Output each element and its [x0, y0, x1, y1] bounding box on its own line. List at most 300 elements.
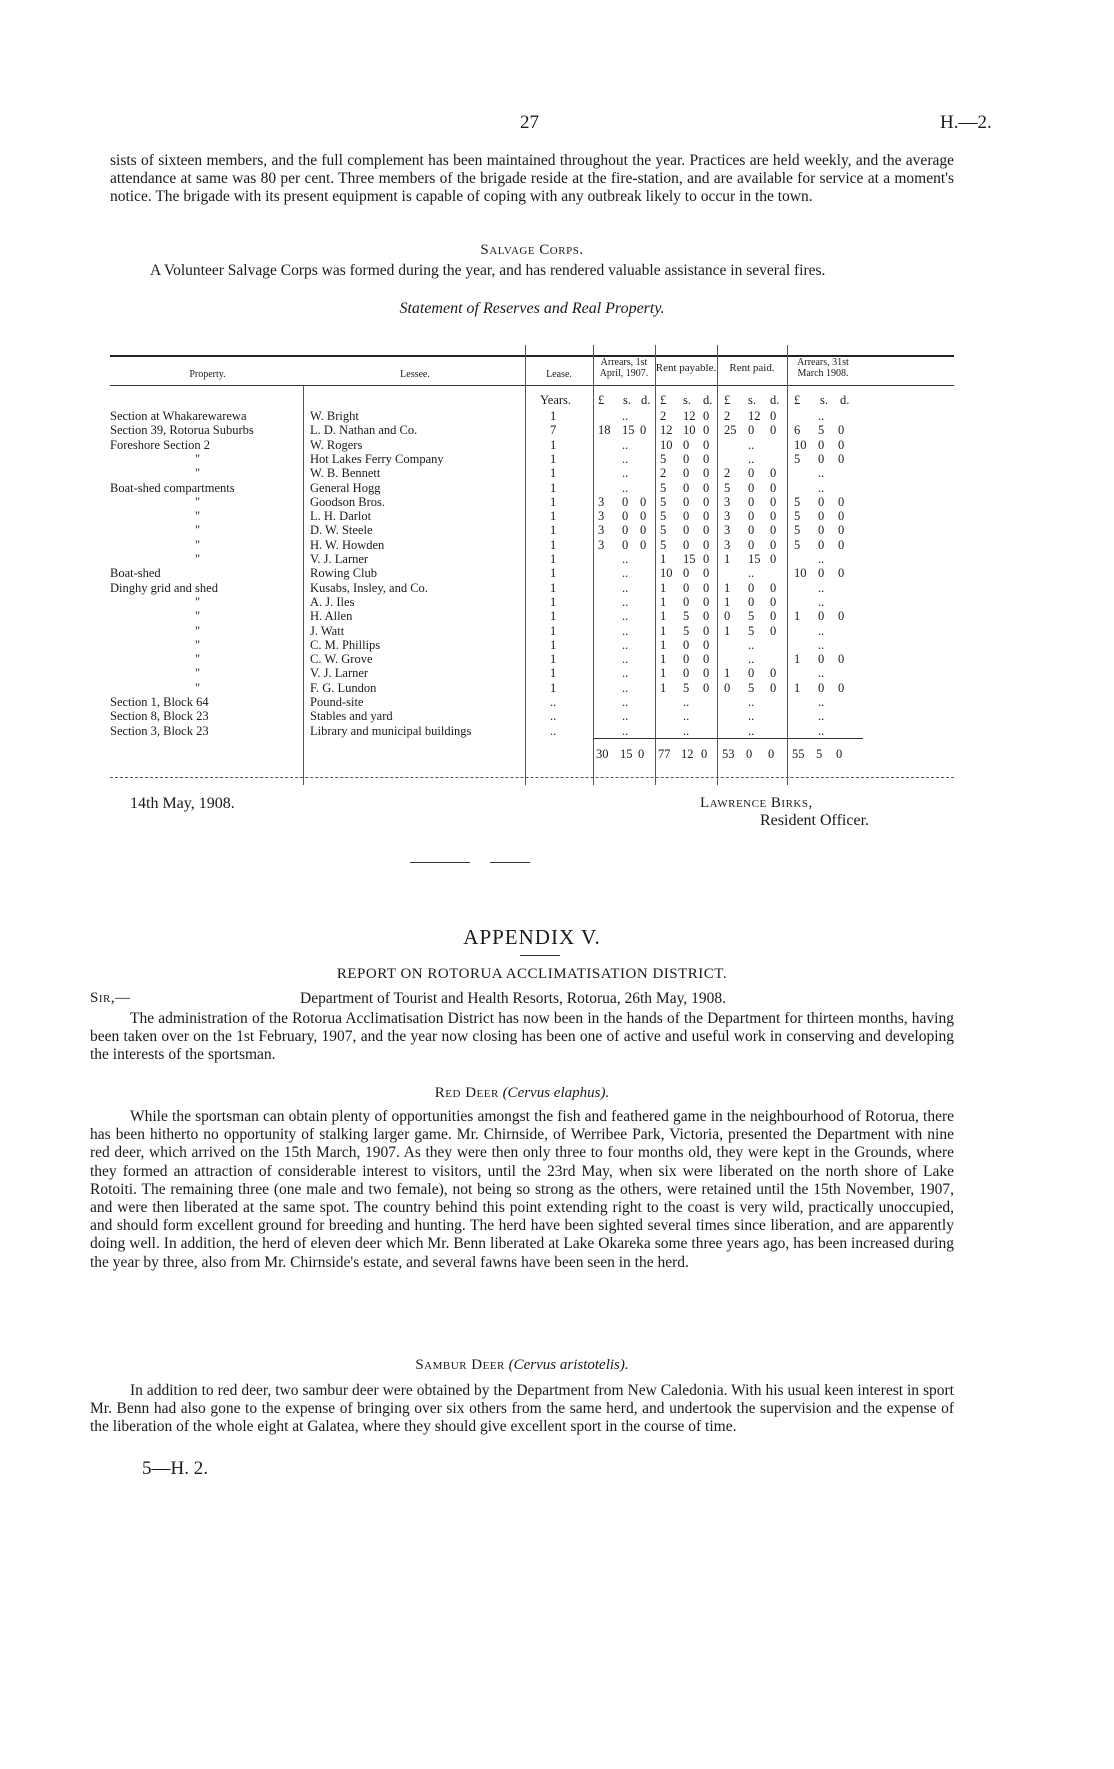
- lease-cell: 1: [550, 523, 557, 538]
- arr1-cell: 0: [622, 494, 629, 509]
- header-lease: Lease.: [546, 369, 572, 380]
- arr2-cell: 0: [818, 609, 825, 624]
- paid-cell: 25: [724, 423, 737, 438]
- arr2-cell: 0: [838, 566, 845, 581]
- unit-shilling: s.: [820, 393, 828, 407]
- lease-cell: 1: [550, 637, 557, 652]
- paid-cell: 0: [770, 537, 777, 552]
- lease-cell: 1: [550, 580, 557, 595]
- paid-cell: 0: [748, 523, 755, 538]
- unit-pound: £: [660, 393, 667, 407]
- separator-rule: [410, 862, 470, 863]
- arr2-cell: 0: [838, 509, 845, 524]
- signoff-title: Resident Officer.: [760, 812, 870, 829]
- totals-row: [110, 747, 954, 763]
- lessee-cell: D. W. Steele: [310, 523, 373, 538]
- lessee-cell: W. B. Bennett: [310, 466, 381, 481]
- arr1-cell: 0: [640, 537, 647, 552]
- pay-cell: 0: [703, 666, 710, 681]
- pay-cell: 0: [703, 552, 710, 566]
- pay-cell: 5: [683, 623, 690, 638]
- pay-cell: 10: [660, 566, 673, 581]
- lease-cell: 1: [550, 680, 557, 695]
- lessee-cell: Pound-site: [310, 695, 364, 709]
- lessee-cell: C. M. Phillips: [310, 637, 381, 652]
- intro-text: sists of sixteen members, and the full complement has been maintained throughout the year. Practices are held weekly, and the average attendance at same was 80 per cent. Three members of the brigade reside at the fire-station, and are available for service at a moment's notice. The brigade with its present equipment is capable of coping with any outbreak likely to occur in the town.: [110, 152, 954, 206]
- property-cell: Section 8, Block 23: [110, 709, 209, 724]
- pay-cell: 1: [660, 637, 667, 652]
- unit-pence: d.: [703, 393, 713, 407]
- lessee-cell: V. J. Larner: [310, 552, 369, 566]
- property-cell: ": [195, 623, 201, 638]
- paid-cell: 3: [724, 523, 731, 538]
- lessee-cell: General Hogg: [310, 480, 381, 495]
- salvage-heading: Salvage Corps.: [480, 242, 584, 258]
- unit-pence: d.: [770, 393, 780, 407]
- total-arr2-cell: 5: [816, 747, 823, 761]
- document-reference: H.—2.: [940, 112, 992, 133]
- header-arrears-1: Arrears, 1st April, 1907.: [599, 357, 649, 379]
- property-cell: ": [195, 680, 201, 695]
- arr2-cell: ..: [818, 409, 825, 423]
- paid-cell: 1: [724, 594, 731, 609]
- paid-cell: ..: [748, 723, 755, 738]
- arr2-cell: ..: [818, 594, 825, 609]
- lease-cell: 1: [550, 437, 557, 452]
- arr2-cell: 0: [838, 652, 845, 667]
- pay-cell: 1: [660, 552, 667, 566]
- lessee-cell: L. D. Nathan and Co.: [310, 423, 418, 438]
- header-property: Property.: [189, 369, 226, 380]
- property-cell: ": [195, 537, 201, 552]
- property-cell: ": [195, 666, 201, 681]
- table-header-rule: [110, 385, 954, 386]
- lease-cell: ..: [550, 723, 557, 738]
- paid-cell: ..: [748, 437, 755, 452]
- pay-cell: 2: [660, 466, 667, 481]
- lease-cell: 1: [550, 623, 557, 638]
- arr1-cell: ..: [622, 652, 629, 667]
- pay-cell: 5: [660, 480, 667, 495]
- arr2-cell: 0: [838, 537, 845, 552]
- property-cell: ": [195, 509, 201, 524]
- arr1-cell: ..: [622, 709, 629, 724]
- total-arr2-cell: 0: [836, 747, 843, 761]
- unit-pound: £: [724, 393, 731, 407]
- pay-cell: 0: [703, 494, 710, 509]
- appendix-rule: [520, 955, 560, 956]
- pay-cell: 0: [703, 609, 710, 624]
- paid-cell: 0: [724, 680, 731, 695]
- paid-cell: 0: [748, 509, 755, 524]
- unit-shilling: s.: [748, 393, 756, 407]
- pay-cell: 5: [660, 523, 667, 538]
- pay-cell: 1: [660, 580, 667, 595]
- pay-cell: 0: [683, 580, 690, 595]
- pay-cell: 1: [660, 594, 667, 609]
- unit-shilling: s.: [683, 393, 691, 407]
- arr2-cell: 0: [818, 509, 825, 524]
- paid-cell: 0: [770, 494, 777, 509]
- sambur-heading: [90, 1357, 954, 1374]
- totals-rule: [593, 738, 863, 739]
- arr2-cell: 6: [794, 423, 801, 438]
- arr2-cell: 0: [818, 451, 825, 466]
- pay-cell: 5: [683, 609, 690, 624]
- arr2-cell: 0: [818, 437, 825, 452]
- lease-cell: 1: [550, 594, 557, 609]
- property-cell: Section 39, Rotorua Suburbs: [110, 423, 254, 438]
- paid-cell: ..: [748, 566, 755, 581]
- pay-cell: 5: [660, 537, 667, 552]
- arr2-cell: 5: [794, 509, 801, 524]
- salvage-text: A Volunteer Salvage Corps was formed during the year, and has rendered valuable assistance in several fires.: [150, 262, 826, 279]
- lessee-cell: Goodson Bros.: [310, 494, 386, 509]
- total-paid-cell: 0: [768, 747, 775, 761]
- red-deer-heading: [90, 1085, 954, 1102]
- unit-shilling: s.: [623, 393, 631, 407]
- pay-cell: 12: [660, 423, 673, 438]
- lease-cell: 1: [550, 666, 557, 681]
- sambur-heading-latin: (Cervus aristotelis).: [508, 1357, 629, 1373]
- pay-cell: 0: [703, 480, 710, 495]
- paid-cell: 0: [724, 609, 731, 624]
- pay-cell: 15: [683, 552, 696, 566]
- paid-cell: 1: [724, 552, 731, 566]
- arr1-cell: ..: [622, 623, 629, 638]
- paid-cell: 0: [748, 466, 755, 481]
- property-cell: ": [195, 637, 201, 652]
- pay-cell: 0: [683, 537, 690, 552]
- total-pay-cell: 77: [658, 747, 671, 761]
- arr2-cell: ..: [818, 695, 825, 709]
- pay-cell: 0: [703, 580, 710, 595]
- arr2-cell: 0: [818, 494, 825, 509]
- arr2-cell: ..: [818, 552, 825, 566]
- pay-cell: 0: [683, 480, 690, 495]
- pay-cell: 0: [703, 652, 710, 667]
- arr1-cell: ..: [622, 451, 629, 466]
- lessee-cell: Hot Lakes Ferry Company: [310, 451, 444, 466]
- pay-cell: 0: [683, 509, 690, 524]
- pay-cell: 0: [703, 409, 710, 423]
- property-cell: ": [195, 466, 201, 481]
- arr2-cell: 5: [794, 494, 801, 509]
- paid-cell: ..: [748, 652, 755, 667]
- paid-cell: 0: [748, 537, 755, 552]
- property-cell: ": [195, 451, 201, 466]
- arr1-cell: ..: [622, 609, 629, 624]
- arr2-cell: 0: [838, 437, 845, 452]
- arr2-cell: ..: [818, 480, 825, 495]
- total-arr1-cell: 0: [638, 747, 645, 761]
- paid-cell: 0: [748, 580, 755, 595]
- lease-cell: ..: [550, 695, 557, 709]
- arr2-cell: 0: [838, 423, 845, 438]
- property-cell: Section 1, Block 64: [110, 695, 209, 709]
- property-cell: Section at Whakarewarewa: [110, 409, 247, 423]
- arr2-cell: 1: [794, 680, 801, 695]
- pay-cell: 0: [683, 594, 690, 609]
- pay-cell: 0: [683, 466, 690, 481]
- pay-cell: 5: [660, 494, 667, 509]
- pay-cell: 10: [683, 423, 696, 438]
- signoff-date: 14th May, 1908.: [130, 795, 235, 812]
- arr1-cell: ..: [622, 480, 629, 495]
- pay-cell: 0: [703, 466, 710, 481]
- property-cell: Section 3, Block 23: [110, 723, 209, 738]
- lease-cell: 1: [550, 566, 557, 581]
- pay-cell: 1: [660, 666, 667, 681]
- arr1-cell: 3: [598, 523, 605, 538]
- paid-cell: 0: [748, 480, 755, 495]
- paid-cell: 0: [770, 523, 777, 538]
- lessee-cell: W. Bright: [310, 409, 359, 423]
- arr2-cell: 1: [794, 652, 801, 667]
- lease-cell: 1: [550, 609, 557, 624]
- arr2-cell: ..: [818, 666, 825, 681]
- red-deer-heading-latin: (Cervus elaphus).: [502, 1085, 610, 1101]
- paid-cell: 0: [748, 594, 755, 609]
- table-title: Statement of Reserves and Real Property.: [399, 300, 665, 317]
- paid-cell: 5: [748, 609, 755, 624]
- pay-cell: 0: [683, 666, 690, 681]
- paid-cell: 1: [724, 580, 731, 595]
- signature-mark: 5—H. 2.: [142, 1458, 208, 1479]
- header-rent-payable: Rent payable.: [655, 362, 717, 374]
- pay-cell: 0: [683, 637, 690, 652]
- total-paid-cell: 0: [746, 747, 753, 761]
- property-cell: ": [195, 594, 201, 609]
- arr2-cell: 0: [818, 537, 825, 552]
- paid-cell: 5: [748, 623, 755, 638]
- paid-cell: 0: [770, 580, 777, 595]
- paid-cell: 0: [770, 466, 777, 481]
- pay-cell: 0: [683, 451, 690, 466]
- arr2-cell: 0: [818, 680, 825, 695]
- lessee-cell: W. Rogers: [310, 437, 363, 452]
- paid-cell: 0: [770, 409, 777, 423]
- pay-cell: 0: [703, 423, 710, 438]
- lessee-cell: C. W. Grove: [310, 652, 373, 667]
- pay-cell: 1: [660, 680, 667, 695]
- paid-cell: 0: [748, 494, 755, 509]
- arr2-cell: 5: [818, 423, 825, 438]
- arr1-cell: 0: [622, 509, 629, 524]
- pay-cell: 0: [683, 523, 690, 538]
- red-deer-paragraph: [90, 1108, 954, 1272]
- sambur-heading-name: Sambur Deer: [415, 1357, 505, 1373]
- arr2-cell: 0: [838, 609, 845, 624]
- pay-cell: 1: [660, 652, 667, 667]
- arr2-cell: 10: [794, 437, 807, 452]
- paid-cell: 0: [770, 480, 777, 495]
- header-arrears-2: Arrears, 31st March 1908.: [797, 357, 849, 379]
- salvage-paragraph: [110, 262, 954, 280]
- arr2-cell: 0: [818, 566, 825, 581]
- lessee-cell: Kusabs, Insley, and Co.: [310, 580, 428, 595]
- paid-cell: 12: [748, 409, 761, 423]
- lease-cell: 1: [550, 409, 557, 423]
- paid-cell: 0: [770, 680, 777, 695]
- arr2-cell: 5: [794, 451, 801, 466]
- arr2-cell: 0: [838, 523, 845, 538]
- pay-cell: 0: [703, 623, 710, 638]
- appendix-intro-text: The administration of the Rotorua Acclimatisation District has now been in the hands of the Department for thirteen months, having been taken over on the 1st February, 1907, and the year now closing has been one of active and useful work in conserving and developing the interests of the sportsman.: [90, 1010, 954, 1064]
- lease-cell: 1: [550, 509, 557, 524]
- paid-cell: 5: [748, 680, 755, 695]
- pay-cell: ..: [683, 709, 690, 724]
- property-cell: ": [195, 652, 201, 667]
- paid-cell: 0: [770, 552, 777, 566]
- pay-cell: 0: [683, 494, 690, 509]
- arr1-cell: 0: [640, 523, 647, 538]
- pay-cell: 12: [683, 409, 696, 423]
- paid-cell: 5: [724, 480, 731, 495]
- unit-pound: £: [794, 393, 801, 407]
- arr2-cell: 5: [794, 537, 801, 552]
- total-arr2-cell: 55: [792, 747, 805, 761]
- pay-cell: 5: [660, 509, 667, 524]
- pay-cell: 0: [703, 523, 710, 538]
- pay-cell: 10: [660, 437, 673, 452]
- paid-cell: ..: [748, 451, 755, 466]
- paid-cell: 0: [770, 594, 777, 609]
- property-cell: Dinghy grid and shed: [110, 580, 218, 595]
- arr2-cell: 10: [794, 566, 807, 581]
- lessee-cell: J. Watt: [310, 623, 345, 638]
- arr1-cell: 0: [622, 537, 629, 552]
- arr1-cell: 0: [640, 494, 647, 509]
- unit-pound: £: [598, 393, 605, 407]
- pay-cell: 0: [703, 437, 710, 452]
- arr1-cell: 0: [622, 523, 629, 538]
- pay-cell: ..: [683, 723, 690, 738]
- arr1-cell: ..: [622, 566, 629, 581]
- property-cell: ": [195, 494, 201, 509]
- appendix-title: APPENDIX V.: [463, 925, 601, 949]
- separator-rule: [490, 862, 530, 863]
- lease-cell: 1: [550, 494, 557, 509]
- total-arr1-cell: 30: [596, 747, 609, 761]
- lessee-cell: Rowing Club: [310, 566, 378, 581]
- lease-cell: 1: [550, 480, 557, 495]
- arr2-cell: ..: [818, 723, 825, 738]
- lessee-cell: H. Allen: [310, 609, 353, 624]
- header-lessee: Lessee.: [400, 369, 430, 380]
- lease-cell: 1: [550, 451, 557, 466]
- sambur-paragraph: [90, 1382, 954, 1437]
- arr1-cell: 15: [622, 423, 635, 438]
- arr1-cell: ..: [622, 594, 629, 609]
- appendix-intro: [90, 1010, 954, 1065]
- paid-cell: 0: [748, 423, 755, 438]
- paid-cell: ..: [748, 695, 755, 709]
- unit-years: Years.: [540, 393, 572, 407]
- lessee-cell: L. H. Darlot: [310, 509, 372, 524]
- arr2-cell: 1: [794, 609, 801, 624]
- paid-cell: 0: [770, 509, 777, 524]
- arr1-cell: 0: [640, 509, 647, 524]
- total-pay-cell: 0: [701, 747, 708, 761]
- pay-cell: ..: [683, 695, 690, 709]
- pay-cell: 0: [703, 509, 710, 524]
- property-cell: ": [195, 523, 201, 538]
- arr2-cell: 0: [838, 680, 845, 695]
- header-rent-paid: Rent paid.: [729, 362, 775, 374]
- pay-cell: 1: [660, 623, 667, 638]
- arr2-cell: 0: [818, 523, 825, 538]
- property-cell: Foreshore Section 2: [110, 437, 210, 452]
- pay-cell: 0: [683, 652, 690, 667]
- arr2-cell: ..: [818, 623, 825, 638]
- table-bottom-rule: [110, 777, 954, 778]
- total-arr1-cell: 15: [620, 747, 633, 761]
- pay-cell: 0: [703, 537, 710, 552]
- lease-cell: 1: [550, 537, 557, 552]
- property-cell: ": [195, 552, 201, 566]
- units-row: [110, 393, 954, 409]
- total-paid-cell: 53: [722, 747, 735, 761]
- arr2-cell: 0: [818, 652, 825, 667]
- lease-cell: ..: [550, 709, 557, 724]
- property-cell: Boat-shed compartments: [110, 480, 235, 495]
- signoff-name: Lawrence Birks,: [700, 795, 813, 811]
- arr1-cell: 18: [598, 423, 611, 438]
- paid-cell: 0: [770, 623, 777, 638]
- lessee-cell: Library and municipal buildings: [310, 723, 472, 738]
- paid-cell: 3: [724, 509, 731, 524]
- arr2-cell: ..: [818, 580, 825, 595]
- red-deer-text: While the sportsman can obtain plenty of opportunities amongst the fish and feathered game in the neighbourhood of Rotorua, there has been hitherto no opportunity of stalking larger game. Mr. Chirnside, of Werribee Park, Victoria, presented the Department with nine red deer, which arrived on the 15th March, 1907. As they were then only three to four months old, they were kept in the Grounds, where they formed an attraction of considerable interest to visitors, until the 23rd May, when six were liberated on the north shore of Lake Rotoiti. The remaining three (one male and two female), not being so strong as the others, were retained until the 15th November, 1907, and were then liberated at the same spot. The country behind this point extending right to the coast is very wild, practically unoccupied, and should form excellent ground for breeding and hunting. The herd have been sighted several times since liberation, and are apparently doing well. In addition, the herd of eleven deer which Mr. Benn liberated at Lake Okareka some three years ago, has been increased during the year by three, also from Mr. Chirnside's estate, and several fawns have been seen in the herd.: [90, 1108, 954, 1271]
- arr1-cell: 0: [640, 423, 647, 438]
- report-title: REPORT ON ROTORUA ACCLIMATISATION DISTRICT.: [336, 966, 728, 982]
- paid-cell: 0: [770, 423, 777, 438]
- paid-cell: 0: [770, 666, 777, 681]
- arr2-cell: ..: [818, 466, 825, 481]
- paid-cell: 2: [724, 466, 731, 481]
- pay-cell: 0: [683, 437, 690, 452]
- arr1-cell: ..: [622, 466, 629, 481]
- pay-cell: 5: [660, 451, 667, 466]
- arr2-cell: ..: [818, 637, 825, 652]
- pay-cell: 0: [703, 680, 710, 695]
- lessee-cell: Stables and yard: [310, 709, 393, 724]
- arr1-cell: ..: [622, 666, 629, 681]
- arr1-cell: 3: [598, 537, 605, 552]
- arr1-cell: ..: [622, 580, 629, 595]
- paid-cell: 1: [724, 623, 731, 638]
- pay-cell: 0: [703, 637, 710, 652]
- lessee-cell: A. J. Iles: [310, 594, 355, 609]
- arr2-cell: ..: [818, 709, 825, 724]
- pay-cell: 0: [683, 566, 690, 581]
- address-line: Department of Tourist and Health Resorts, Rotorua, 26th May, 1908.: [300, 990, 726, 1007]
- unit-pence: d.: [641, 393, 651, 407]
- paid-cell: ..: [748, 637, 755, 652]
- arr1-cell: ..: [622, 409, 629, 423]
- intro-paragraph: [110, 152, 954, 207]
- paid-cell: 1: [724, 666, 731, 681]
- paid-cell: 2: [724, 409, 731, 423]
- page-number: 27: [520, 112, 539, 133]
- red-deer-heading-name: Red Deer: [434, 1085, 499, 1101]
- lease-cell: 7: [550, 423, 557, 438]
- arr1-cell: ..: [622, 552, 629, 566]
- pay-cell: 0: [703, 451, 710, 466]
- arr1-cell: ..: [622, 723, 629, 738]
- lessee-cell: F. G. Lundon: [310, 680, 377, 695]
